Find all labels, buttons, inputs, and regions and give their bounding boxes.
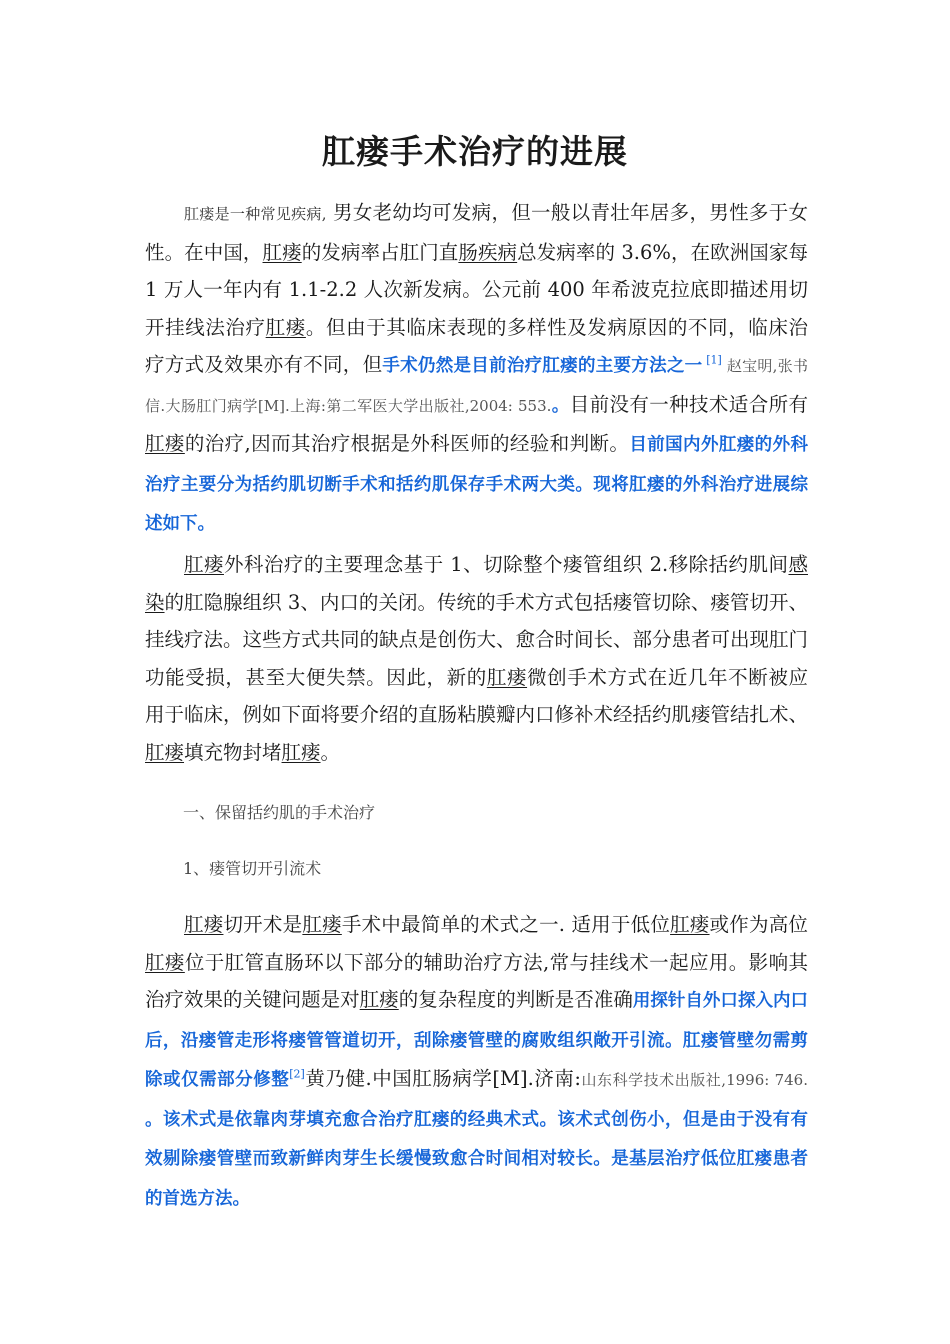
keyword-link[interactable]: 肛瘘 <box>281 740 321 764</box>
citation-reference: 山东科学技术出版社,1996: 746. <box>580 1071 808 1089</box>
text-run: 。 <box>320 740 341 764</box>
text-run: 的复杂程度的判断是否准确 <box>398 988 633 1011</box>
keyword-link[interactable]: 肛瘘 <box>184 913 224 936</box>
text-run: 黄乃健.中国肛肠病学[M].济南: <box>304 1067 581 1090</box>
text-run: 填充物封堵 <box>184 740 282 764</box>
subsection-heading: 1、瘘管切开引流术 <box>183 859 322 878</box>
keyword-link[interactable]: 肛瘘 <box>184 553 224 576</box>
text-run: 或作为高位 <box>709 913 808 936</box>
keyword-link[interactable]: 肛瘘 <box>145 950 185 974</box>
text-run: 肛瘘是一种常见疾病, <box>184 205 327 223</box>
intro-paragraph <box>145 194 808 544</box>
citation-reference: 赵宝明,张书信.大肠肛门病学[M].上海:第二军医大学出版社,2004: 553. <box>145 357 808 415</box>
text-run: 微创手术方式在近几年不断被应用于临床，例如下面将要介绍的直肠粘膜瓣内口修补术经括约肌瘘管结扎术、 <box>145 665 809 726</box>
text-run: 的发病率占肛门直 <box>301 240 459 264</box>
text-run: 男女老幼均可发病，但一般以青壮年居多，男性多于女性。在中国， <box>145 201 808 264</box>
keyword-link[interactable]: 肠疾病 <box>458 240 518 264</box>
highlighted-text: 用探针自外口探入内口后，沿瘘管走形将瘘管管道切开，刮除瘘管壁的腐败组织敞开引流。肛瘘管壁勿需剪除或仅需部分修整 <box>145 991 808 1090</box>
highlighted-text: 手术仍然是目前治疗肛瘘的主要方法之一 <box>382 356 703 376</box>
keyword-link[interactable]: 肛瘘 <box>302 913 342 936</box>
keyword-link[interactable]: 肛瘘 <box>145 432 185 455</box>
concept-paragraph <box>145 546 808 771</box>
text-run: 。但由于其临床表现的多样性及发病原因的不同，临床治疗方式及效果亦有不同，但 <box>145 315 808 376</box>
keyword-link[interactable]: 肛瘘 <box>486 665 528 689</box>
keyword-link[interactable]: 肛瘘 <box>670 913 710 936</box>
text-run: 位于肛管直肠环以下部分的辅助治疗方法,常与挂线术一起应用。影响其治疗效果的关键问题是对 <box>145 950 808 1011</box>
citation-marker[interactable]: [2] <box>289 1067 305 1081</box>
document-title: 肛瘘手术治疗的进展 <box>322 132 628 171</box>
text-run: 总发病率的 3.6%，在欧洲国家每 1 万人一年内有 1.1-2.2 人次新发病。公元前 400 年希波克拉底即描述用切开挂线法治疗 <box>145 240 808 339</box>
section-heading: 一、保留括约肌的手术治疗 <box>183 803 376 822</box>
keyword-link[interactable]: 感染 <box>145 553 808 614</box>
highlighted-text: 。 <box>551 395 570 416</box>
highlighted-text: 目前国内外肛瘘的外科治疗主要分为括约肌切断手术和括约肌保存手术两大类。现将肛瘘的外科治疗进展综述如下。 <box>145 435 808 534</box>
citation-marker[interactable]: [1] <box>702 353 722 367</box>
text-run: 的治疗,因而其治疗根据是外科医师的经验和判断。 <box>184 432 630 455</box>
text-run: 切开术是 <box>223 913 303 936</box>
keyword-link[interactable]: 肛瘘 <box>262 240 302 264</box>
highlighted-text: 。该术式是依靠肉芽填充愈合治疗肛瘘的经典术式。该术式创伤小，但是由于没有有效剔除瘘管壁而致新鲜肉芽生长缓慢致愈合时间相对较长。是基层治疗低位肛瘘患者的首选方法。 <box>145 1109 808 1209</box>
keyword-link[interactable]: 肛瘘 <box>145 740 185 764</box>
text-run: 的肛隐腺组织 3、内口的关闭。传统的手术方式包括瘘管切除、瘘管切开、挂线疗法。这些方式共同的缺点是创伤大、愈合时间长、部分患者可出现肛门功能受损，甚至大便失禁。因此，新的 <box>145 590 809 689</box>
keyword-link[interactable]: 肛瘘 <box>359 988 399 1011</box>
text-run: 外科治疗的主要理念基于 1、切除整个瘘管组织 2.移除括约肌间 <box>223 553 789 576</box>
keyword-link[interactable]: 肛瘘 <box>265 315 306 339</box>
text-run: 目前没有一种技术适合所有 <box>569 392 808 416</box>
text-run: 手术中最简单的术式之一. 适用于低位 <box>341 913 671 936</box>
fistulotomy-paragraph <box>145 906 808 1218</box>
